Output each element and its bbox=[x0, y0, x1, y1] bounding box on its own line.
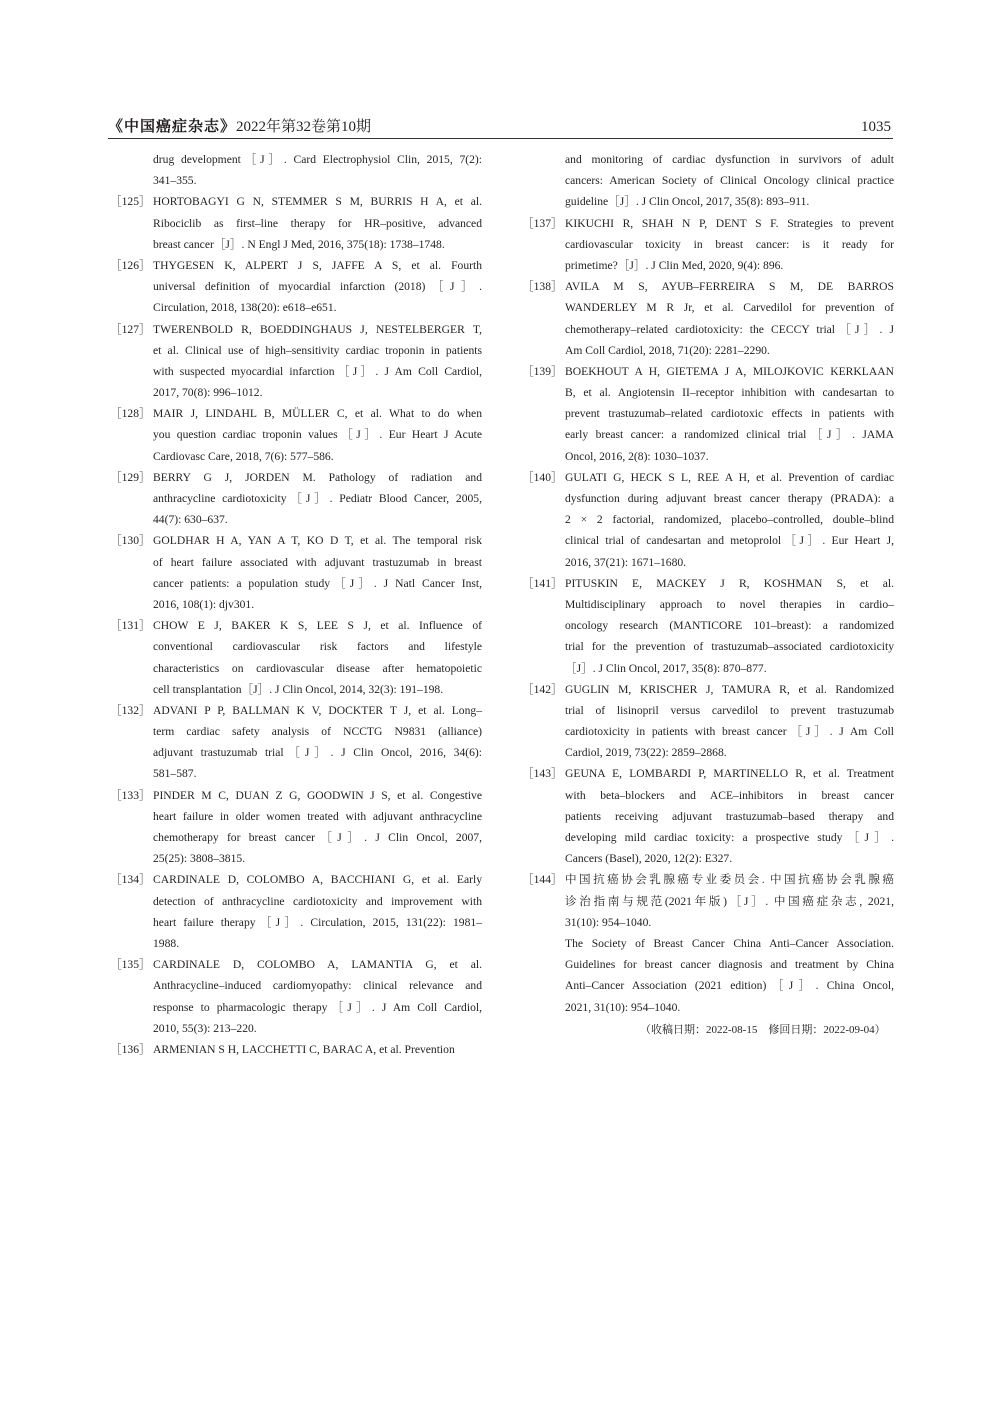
reference-number: ［139］ bbox=[522, 364, 563, 378]
reference-number: ［137］ bbox=[522, 216, 563, 230]
reference-text-line: CARDINALE D, COLOMBO A, BACCHIANI G, et al. Early bbox=[153, 873, 482, 887]
reference-text-line: guideline［J］. J Clin Oncol, 2017, 35(8): 893–911. bbox=[565, 195, 810, 209]
reference-text-line: 2017, 70(8): 996–1012. bbox=[153, 386, 263, 400]
reference-text-line: 25(25): 3808–3815. bbox=[153, 852, 246, 866]
reference-text-line: 341–355. bbox=[153, 174, 197, 188]
reference-item bbox=[110, 319, 482, 404]
reference-text-line: heart failure in older women treated with adjuvant anthracycline bbox=[153, 809, 482, 823]
reference-item bbox=[110, 255, 482, 319]
reference-text-line: and monitoring of cardiac dysfunction in survivors of adult bbox=[565, 153, 894, 166]
reference-text-line: 581–587. bbox=[153, 767, 197, 781]
reference-number: ［142］ bbox=[522, 682, 563, 696]
reference-text-line: Cardiol, 2019, 73(22): 2859–2868. bbox=[565, 746, 727, 760]
reference-number: ［125］ bbox=[110, 195, 151, 209]
reference-item bbox=[522, 149, 894, 213]
reference-number: ［128］ bbox=[110, 407, 151, 421]
reference-text-line: ARMENIAN S H, LACCHETTI C, BARAC A, et al. Prevention bbox=[153, 1042, 455, 1056]
reference-text-line: 中国抗癌协会乳腺癌专业委员会. 中国抗癌协会乳腺癌 bbox=[565, 873, 894, 887]
reference-text-line: Cardiovasc Care, 2018, 7(6): 577–586. bbox=[153, 449, 334, 463]
journal-title: 《中国癌症杂志》 bbox=[108, 119, 237, 135]
reference-number: ［144］ bbox=[522, 873, 563, 887]
reference-item bbox=[110, 954, 482, 1039]
reference-text-line: GEUNA E, LOMBARDI P, MARTINELLO R, et al. Treatment bbox=[565, 767, 894, 781]
reference-text-line: WANDERLEY M R Jr, et al. Carvedilol for prevention of bbox=[565, 301, 894, 315]
reference-text-line: cardiotoxicity in patients with breast cancer［J］. J Am Coll bbox=[565, 725, 894, 739]
reference-number: ［131］ bbox=[110, 619, 151, 633]
reference-text-line: HORTOBAGYI G N, STEMMER S M, BURRIS H A, et al. bbox=[153, 195, 482, 209]
reference-text-line: 2010, 55(3): 213–220. bbox=[153, 1021, 257, 1035]
reference-text-line: Anthracycline–induced cardiomyopathy: clinical relevance and bbox=[153, 979, 482, 993]
reference-number: ［132］ bbox=[110, 703, 151, 717]
reference-text-line: dysfunction during adjuvant breast cancer therapy (PRADA): a bbox=[565, 492, 894, 505]
reference-text-line: 31(10): 954–1040. bbox=[565, 915, 652, 929]
reference-text-line: Anti–Cancer Association (2021 edition)［J］. China Oncol, bbox=[565, 979, 894, 993]
reference-item bbox=[110, 700, 482, 785]
reference-text-line: detection of anthracycline cardiotoxicity and improvement with bbox=[153, 894, 482, 908]
reference-text-line: Oncol, 2016, 2(8): 1030–1037. bbox=[565, 449, 709, 463]
reference-text-line: patients receiving adjuvant trastuzumab–based therapy and bbox=[565, 809, 894, 823]
reference-text-line: et al. Clinical use of high–sensitivity cardiac troponin in patients bbox=[153, 343, 482, 357]
reference-text-line: you question cardiac troponin values［J］. Eur Heart J Acute bbox=[153, 428, 482, 442]
reference-text-line: conventional cardiovascular risk factors and lifestyle bbox=[153, 640, 482, 654]
reference-number: ［134］ bbox=[110, 873, 151, 887]
reference-item bbox=[110, 530, 482, 615]
reference-text-line: primetime?［J］. J Clin Med, 2020, 9(4): 896. bbox=[565, 258, 784, 272]
reference-number: ［136］ bbox=[110, 1042, 151, 1056]
reference-text-line: BERRY G J, JORDEN M. Pathology of radiation and bbox=[153, 470, 482, 484]
reference-text-line: trial for the prevention of trastuzumab–associated cardiotoxicity bbox=[565, 640, 894, 654]
reference-item bbox=[110, 149, 482, 191]
reference-number: ［141］ bbox=[522, 576, 563, 590]
reference-text-line: clinical trial of candesartan and metoprolol［J］. Eur Heart J, bbox=[565, 534, 894, 548]
references-left-column bbox=[110, 149, 482, 1060]
reference-text-line: KIKUCHI R, SHAH N P, DENT S F. Strategies to prevent bbox=[565, 216, 894, 230]
reference-number: ［130］ bbox=[110, 534, 151, 548]
reference-number: ［143］ bbox=[522, 767, 563, 781]
reference-text-line: BOEKHOUT A H, GIETEMA J A, MILOJKOVIC KERKLAAN bbox=[565, 364, 894, 378]
reference-text-line: oncology research (MANTICORE 101–breast): a randomized bbox=[565, 619, 894, 633]
reference-text-line: Cancers (Basel), 2020, 12(2): E327. bbox=[565, 852, 733, 866]
reference-text-line: chemotherapy–related cardiotoxicity: the CECCY trial［J］. J bbox=[565, 322, 894, 336]
reference-text-line: PINDER M C, DUAN Z G, GOODWIN J S, et al. Congestive bbox=[153, 788, 482, 802]
reference-text-line: cell transplantation［J］. J Clin Oncol, 2014, 32(3): 191–198. bbox=[153, 682, 444, 696]
reference-number: ［133］ bbox=[110, 788, 151, 802]
references-right-column bbox=[522, 149, 894, 1018]
reference-number: ［127］ bbox=[110, 322, 151, 336]
reference-number: ［129］ bbox=[110, 470, 151, 484]
reference-text-line: GOLDHAR H A, YAN A T, KO D T, et al. The temporal risk bbox=[153, 534, 482, 548]
reference-text-line: 2 × 2 factorial, randomized, placebo–controlled, double–blind bbox=[565, 513, 894, 527]
reference-text-line: term cardiac safety analysis of NCCTG N9831 (alliance) bbox=[153, 725, 482, 739]
reference-text-line: Circulation, 2018, 138(20): e618–e651. bbox=[153, 301, 337, 315]
reference-text-line: characteristics on cardiovascular disease after hematopoietic bbox=[153, 661, 482, 675]
reference-item bbox=[522, 573, 894, 679]
reference-text-line: anthracycline cardiotoxicity［J］. Pediatr Blood Cancer, 2005, bbox=[153, 492, 482, 505]
reference-item bbox=[522, 679, 894, 764]
reference-text-line: developing mild cardiac toxicity: a prospective study［J］. bbox=[565, 831, 894, 844]
reference-text-line: The Society of Breast Cancer China Anti–Cancer Association. bbox=[565, 936, 894, 950]
reference-text-line: of heart failure associated with adjuvant trastuzumab in breast bbox=[153, 555, 482, 569]
reference-text-line: with suspected myocardial infarction［J］. J Am Coll Cardiol, bbox=[153, 364, 482, 378]
reference-text-line: 44(7): 630–637. bbox=[153, 513, 228, 527]
reference-item bbox=[522, 467, 894, 573]
reference-text-line: early breast cancer: a randomized clinical trial［J］. JAMA bbox=[565, 428, 894, 442]
reference-text-line: MAIR J, LINDAHL B, MÜLLER C, et al. What to do when bbox=[153, 407, 482, 421]
reference-text-line: CHOW E J, BAKER K S, LEE S J, et al. Influence of bbox=[153, 619, 482, 633]
running-header bbox=[108, 118, 893, 139]
reference-text-line: 诊治指南与规范(2021年版)［J］. 中国癌症杂志, 2021, bbox=[565, 894, 894, 908]
reference-text-line: THYGESEN K, ALPERT J S, JAFFE A S, et al. Fourth bbox=[153, 258, 482, 272]
reference-text-line: 2016, 37(21): 1671–1680. bbox=[565, 555, 687, 569]
reference-number: ［135］ bbox=[110, 958, 151, 972]
reference-item bbox=[110, 191, 482, 255]
reference-item bbox=[522, 869, 894, 1017]
reference-text-line: CARDINALE D, COLOMBO A, LAMANTIA G, et al. bbox=[153, 958, 482, 972]
reference-text-line: chemotherapy for breast cancer［J］. J Clin Oncol, 2007, bbox=[153, 831, 482, 844]
reference-text-line: Multidisciplinary approach to novel therapies in cardio– bbox=[565, 597, 894, 611]
reference-text-line: cardiovascular toxicity in breast cancer: is it ready for bbox=[565, 237, 894, 251]
reference-text-line: GUGLIN M, KRISCHER J, TAMURA R, et al. Randomized bbox=[565, 682, 894, 696]
reference-text-line: universal definition of myocardial infarction (2018)［J］. bbox=[153, 280, 482, 294]
reference-text-line: 2016, 108(1): djv301. bbox=[153, 597, 255, 611]
reference-text-line: cancer patients: a population study［J］. J Natl Cancer Inst, bbox=[153, 576, 482, 590]
reference-text-line: with beta–blockers and ACE–inhibitors in breast cancer bbox=[565, 788, 894, 802]
received-dates: （收稿日期：2022-08-15 修回日期：2022-09-04） bbox=[640, 1024, 886, 1036]
reference-item bbox=[110, 785, 482, 870]
reference-item bbox=[522, 361, 894, 467]
reference-text-line: B, et al. Angiotensin II–receptor inhibition with candesartan to bbox=[565, 386, 894, 400]
reference-text-line: 1988. bbox=[153, 936, 180, 950]
reference-number: ［126］ bbox=[110, 258, 151, 272]
issue-info: 2022年第32卷第10期 bbox=[236, 119, 372, 135]
reference-text-line: TWERENBOLD R, BOEDDINGHAUS J, NESTELBERGER T, bbox=[153, 322, 482, 336]
reference-text-line: AVILA M S, AYUB–FERREIRA S M, DE BARROS bbox=[565, 280, 894, 294]
reference-item bbox=[110, 615, 482, 700]
reference-text-line: Am Coll Cardiol, 2018, 71(20): 2281–2290. bbox=[565, 343, 770, 357]
reference-text-line: breast cancer［J］. N Engl J Med, 2016, 375(18): 1738–1748. bbox=[153, 237, 445, 251]
reference-item bbox=[110, 403, 482, 467]
reference-text-line: ADVANI P P, BALLMAN K V, DOCKTER T J, et al. Long– bbox=[153, 703, 482, 717]
reference-number: ［138］ bbox=[522, 280, 563, 294]
reference-item bbox=[110, 467, 482, 531]
reference-text-line: cancers: American Society of Clinical Oncology clinical practice bbox=[565, 174, 894, 188]
reference-text-line: Ribociclib as first–line therapy for HR–positive, advanced bbox=[153, 216, 482, 230]
reference-text-line: GULATI G, HECK S L, REE A H, et al. Prevention of cardiac bbox=[565, 470, 894, 484]
reference-item bbox=[110, 1039, 482, 1060]
reference-text-line: trial of lisinopril versus carvedilol to prevent trastuzumab bbox=[565, 703, 894, 717]
journal-issue bbox=[108, 118, 371, 136]
reference-item bbox=[522, 213, 894, 277]
reference-text-line: response to pharmacologic therapy［J］. J Am Coll Cardiol, bbox=[153, 1000, 482, 1014]
reference-text-line: heart failure therapy［J］. Circulation, 2015, 131(22): 1981– bbox=[153, 915, 482, 929]
reference-text-line: PITUSKIN E, MACKEY J R, KOSHMAN S, et al. bbox=[565, 576, 894, 590]
reference-text-line: drug development［J］. Card Electrophysiol Clin, 2015, 7(2): bbox=[153, 153, 482, 166]
reference-number: ［140］ bbox=[522, 470, 563, 484]
reference-item bbox=[110, 869, 482, 954]
reference-text-line: Guidelines for breast cancer diagnosis and treatment by China bbox=[565, 958, 894, 972]
reference-item bbox=[522, 276, 894, 361]
reference-text-line: ［J］. J Clin Oncol, 2017, 35(8): 870–877. bbox=[565, 661, 767, 675]
reference-text-line: prevent trastuzumab–related cardiotoxic effects in patients with bbox=[565, 407, 894, 421]
page-number: 1035 bbox=[861, 119, 891, 135]
reference-item bbox=[522, 763, 894, 869]
reference-text-line: adjuvant trastuzumab trial［J］. J Clin Oncol, 2016, 34(6): bbox=[153, 746, 482, 760]
reference-text-line: 2021, 31(10): 954–1040. bbox=[565, 1000, 681, 1014]
